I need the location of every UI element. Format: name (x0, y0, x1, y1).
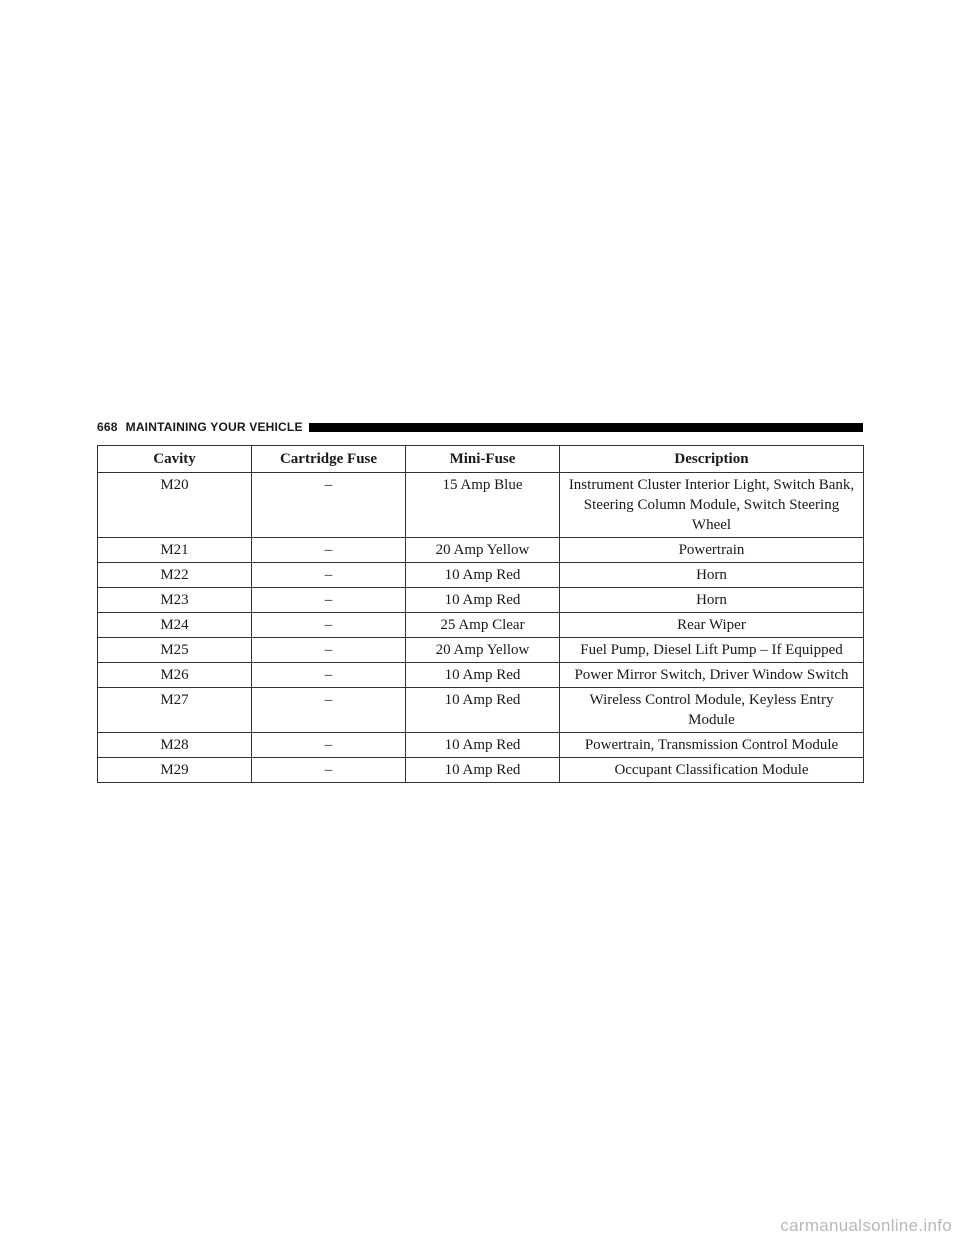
page-number: 668 (97, 420, 118, 434)
table-row (98, 638, 864, 663)
cell-description: Wireless Control Module, Keyless Entry Module (560, 688, 864, 733)
cell-cartridge-fuse: – (252, 538, 406, 563)
cell-cavity: M21 (98, 538, 252, 563)
column-header-description: Description (560, 446, 864, 473)
cell-cavity: M24 (98, 613, 252, 638)
cell-cavity: M22 (98, 563, 252, 588)
cell-mini-fuse: 10 Amp Red (406, 733, 560, 758)
table-row (98, 538, 864, 563)
table-row (98, 613, 864, 638)
page-header (97, 420, 863, 434)
cell-mini-fuse: 10 Amp Red (406, 563, 560, 588)
source-watermark: carmanualsonline.info (780, 1216, 952, 1235)
cell-mini-fuse: 10 Amp Red (406, 758, 560, 783)
cell-description: Instrument Cluster Interior Light, Switch Bank, Steering Column Module, Switch Steering Wheel (560, 473, 864, 538)
cell-cartridge-fuse: – (252, 588, 406, 613)
header-rule (309, 423, 863, 432)
cell-description: Powertrain, Transmission Control Module (560, 733, 864, 758)
cell-mini-fuse: 20 Amp Yellow (406, 638, 560, 663)
cell-mini-fuse: 10 Amp Red (406, 688, 560, 733)
cell-description: Rear Wiper (560, 613, 864, 638)
cell-cavity: M28 (98, 733, 252, 758)
cell-description: Power Mirror Switch, Driver Window Switch (560, 663, 864, 688)
cell-cartridge-fuse: – (252, 613, 406, 638)
table-row (98, 663, 864, 688)
cell-mini-fuse: 10 Amp Red (406, 588, 560, 613)
cell-cartridge-fuse: – (252, 688, 406, 733)
column-header-cartridge-fuse: Cartridge Fuse (252, 446, 406, 473)
table-header-row (98, 446, 864, 473)
cell-description: Occupant Classification Module (560, 758, 864, 783)
table-row (98, 688, 864, 733)
cell-cavity: M23 (98, 588, 252, 613)
table-row (98, 473, 864, 538)
cell-description: Horn (560, 563, 864, 588)
cell-cavity: M29 (98, 758, 252, 783)
table-row (98, 733, 864, 758)
table-row (98, 563, 864, 588)
cell-mini-fuse: 15 Amp Blue (406, 473, 560, 538)
cell-cavity: M25 (98, 638, 252, 663)
cell-cartridge-fuse: – (252, 758, 406, 783)
fuse-table (97, 445, 864, 783)
section-title: MAINTAINING YOUR VEHICLE (125, 420, 303, 434)
table-row (98, 758, 864, 783)
cell-cavity: M27 (98, 688, 252, 733)
table-row (98, 588, 864, 613)
cell-cartridge-fuse: – (252, 638, 406, 663)
cell-cavity: M20 (98, 473, 252, 538)
cell-description: Powertrain (560, 538, 864, 563)
cell-description: Horn (560, 588, 864, 613)
cell-cavity: M26 (98, 663, 252, 688)
cell-cartridge-fuse: – (252, 663, 406, 688)
cell-description: Fuel Pump, Diesel Lift Pump – If Equipped (560, 638, 864, 663)
cell-cartridge-fuse: – (252, 733, 406, 758)
cell-mini-fuse: 25 Amp Clear (406, 613, 560, 638)
cell-cartridge-fuse: – (252, 473, 406, 538)
column-header-cavity: Cavity (98, 446, 252, 473)
cell-mini-fuse: 10 Amp Red (406, 663, 560, 688)
cell-cartridge-fuse: – (252, 563, 406, 588)
column-header-mini-fuse: Mini-Fuse (406, 446, 560, 473)
cell-mini-fuse: 20 Amp Yellow (406, 538, 560, 563)
